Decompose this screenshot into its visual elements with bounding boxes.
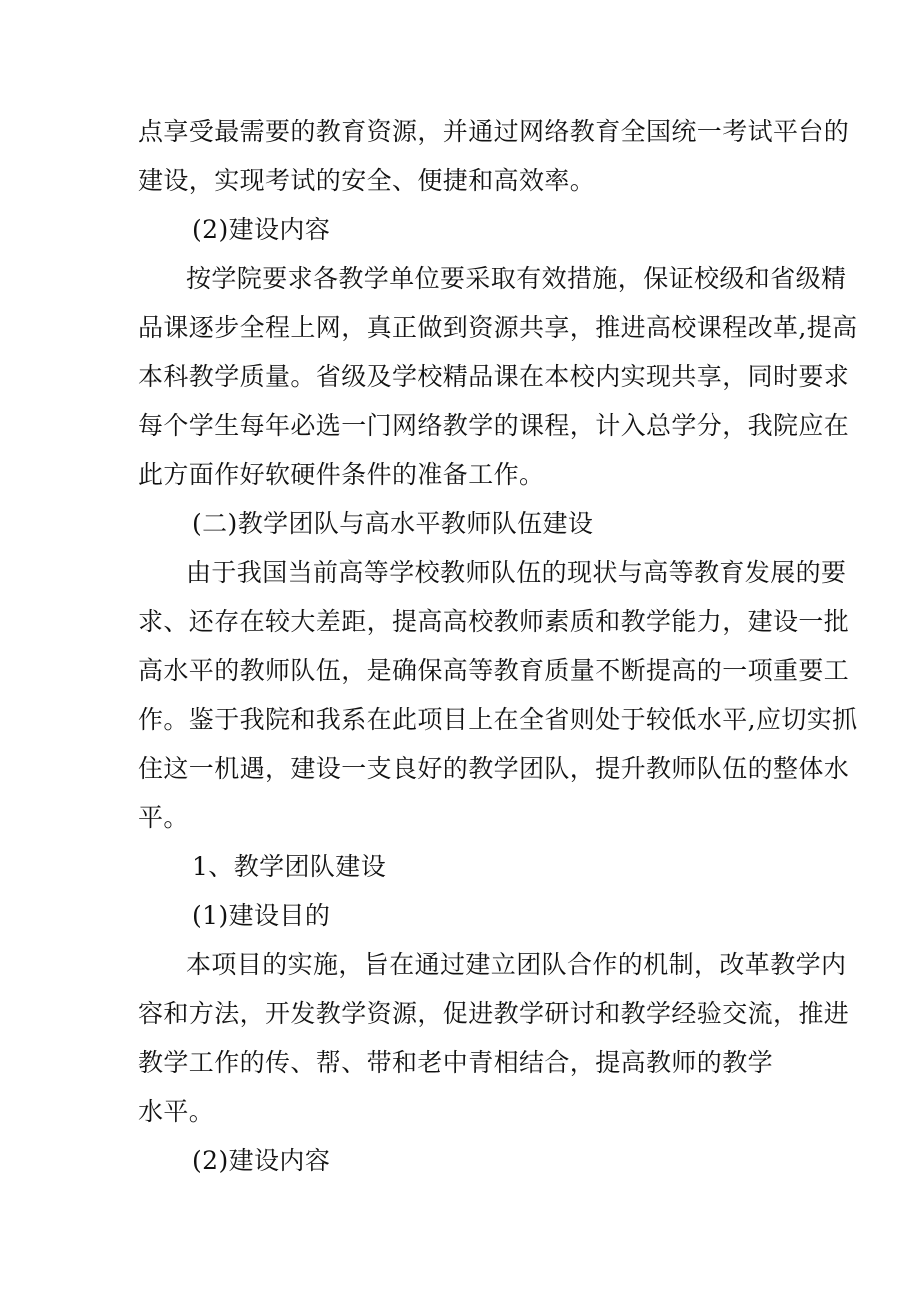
document-page (138, 107, 858, 1185)
text-line: 平。 (138, 803, 189, 832)
text-line: 求、还存在较大差距，提高高校教师素质和教学能力，建设一批 (138, 607, 850, 636)
text-line: 此方面作好软硬件条件的准备工作。 (138, 460, 545, 489)
text-line: 住这一机遇，建设一支良好的教学团队，提升教师队伍的整体水 (138, 754, 850, 783)
paragraph-start: 按学院要求各教学单位要采取有效措施，保证校级和省级精 (186, 264, 847, 293)
text-line: 品课逐步全程上网，真正做到资源共享，推进高校课程改革,提高 (138, 313, 858, 342)
text-line: 作。鉴于我院和我系在此项目上在全省则处于较低水平,应切实抓 (138, 705, 858, 734)
text-line: 本科教学质量。省级及学校精品课在本校内实现共享，同时要求 (138, 362, 850, 391)
text-line: 教学工作的传、帮、带和老中青相结合，提高教师的教学 (138, 1048, 774, 1077)
numbered-heading: 1、教学团队建设 (192, 852, 387, 881)
paragraph-start: 本项目的实施，旨在通过建立团队合作的机制，改革教学内 (186, 950, 847, 979)
section-heading: (二)教学团队与高水平教师队伍建设 (192, 509, 594, 538)
subheading: (2)建设内容 (192, 1146, 331, 1175)
text-line: 高水平的教师队伍，是确保高等教育质量不断提高的一项重要工 (138, 656, 850, 685)
subheading: (2)建设内容 (192, 215, 331, 244)
text-line: 容和方法，开发教学资源，促进教学研讨和教学经验交流，推进 (138, 999, 850, 1028)
text-line: 水平。 (138, 1097, 215, 1126)
text-line: 点享受最需要的教育资源，并通过网络教育全国统一考试平台的 (138, 117, 850, 146)
subheading: (1)建设目的 (192, 901, 331, 930)
text-line: 每个学生每年必选一门网络教学的课程，计入总学分，我院应在 (138, 411, 850, 440)
text-line: 建设，实现考试的安全、便捷和高效率。 (138, 166, 596, 195)
paragraph-start: 由于我国当前高等学校教师队伍的现状与高等教育发展的要 (186, 558, 847, 587)
